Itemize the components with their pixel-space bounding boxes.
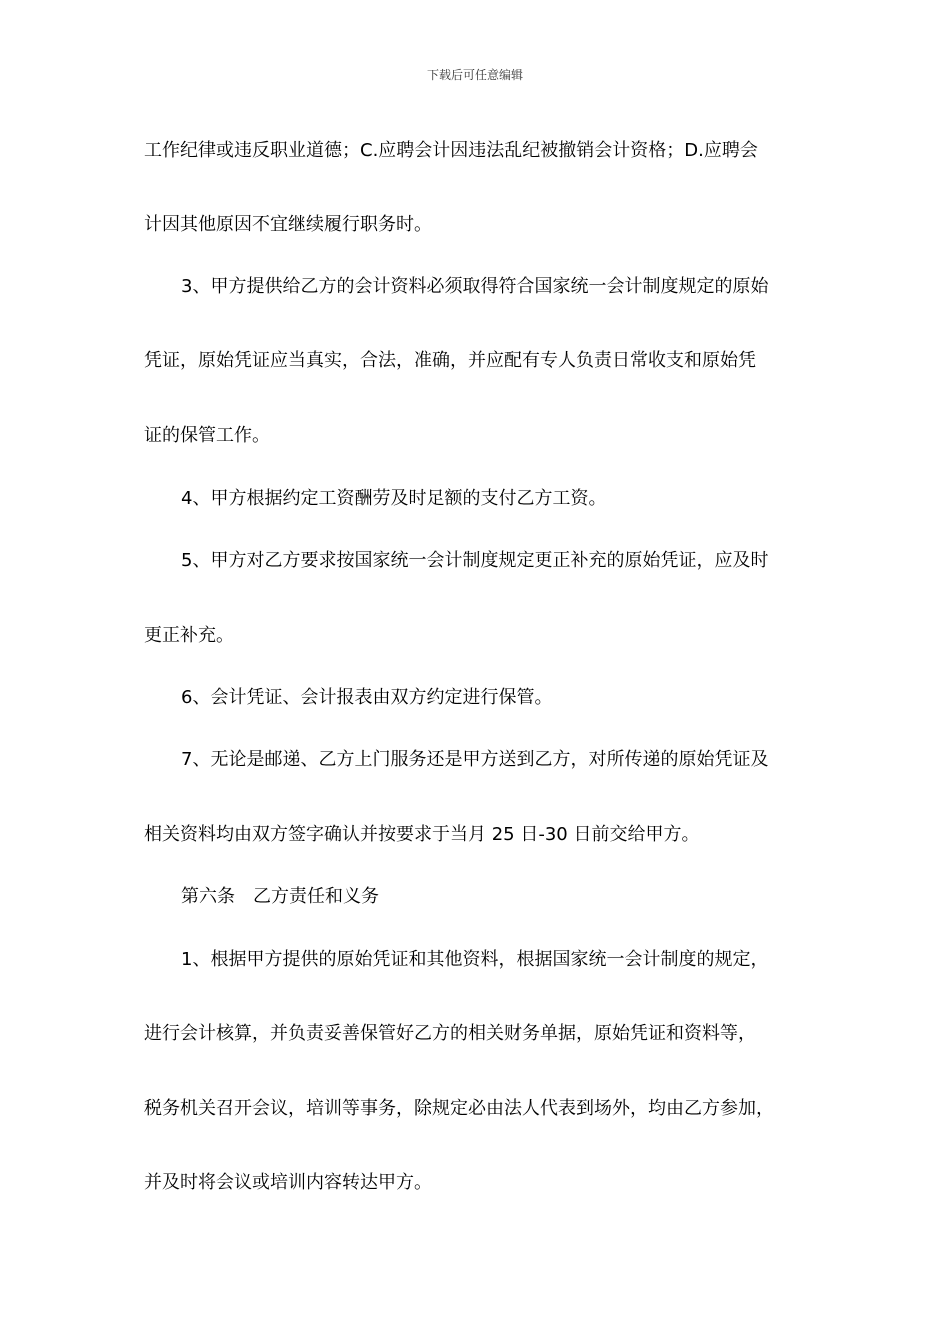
text-line: 1、根据甲方提供的原始凭证和其他资料，根据国家统一会计制度的规定， bbox=[181, 949, 769, 970]
text-line: 进行会计核算，并负责妥善保管好乙方的相关财务单据，原始凭证和资料等， bbox=[144, 1023, 756, 1044]
text-line: 4、甲方根据约定工资酬劳及时足额的支付乙方工资。 bbox=[181, 488, 607, 509]
text-line: 5、甲方对乙方要求按国家统一会计制度规定更正补充的原始凭证，应及时 bbox=[181, 550, 769, 571]
text-line: 工作纪律或违反职业道德；C.应聘会计因违法乱纪被撤销会计资格；D.应聘会 bbox=[144, 140, 758, 161]
text-line: 6、会计凭证、会计报表由双方约定进行保管。 bbox=[181, 687, 553, 708]
text-line: 3、甲方提供给乙方的会计资料必须取得符合国家统一会计制度规定的原始 bbox=[181, 276, 769, 297]
text-line: 凭证，原始凭证应当真实，合法，准确，并应配有专人负责日常收支和原始凭 bbox=[144, 350, 756, 371]
text-line: 相关资料均由双方签字确认并按要求于当月 25 日-30 日前交给甲方。 bbox=[144, 824, 700, 845]
text-line: 7、无论是邮递、乙方上门服务还是甲方送到乙方，对所传递的原始凭证及 bbox=[181, 749, 769, 770]
text-line: 证的保管工作。 bbox=[144, 425, 270, 446]
text-line: 税务机关召开会议，培训等事务，除规定必由法人代表到场外，均由乙方参加， bbox=[144, 1098, 774, 1119]
section-heading: 第六条 乙方责任和义务 bbox=[181, 886, 379, 907]
text-line: 并及时将会议或培训内容转达甲方。 bbox=[144, 1172, 432, 1193]
text-line: 更正补充。 bbox=[144, 625, 234, 646]
page-header: 下载后可任意编辑 bbox=[426, 68, 523, 82]
text-line: 计因其他原因不宜继续履行职务时。 bbox=[144, 214, 432, 235]
